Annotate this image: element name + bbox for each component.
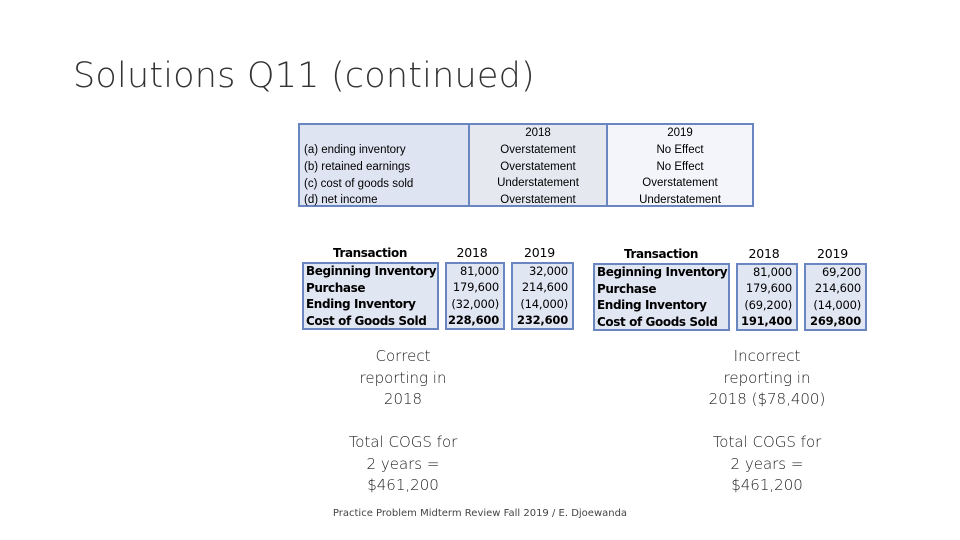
total-cell: 191,400 [741, 314, 792, 329]
effects-label: (a) ending inventory [304, 144, 406, 156]
effects-label: (c) cost of goods sold [304, 177, 414, 190]
transaction-row: Beginning Inventory [597, 265, 728, 279]
note-line: 2018 [383, 390, 423, 408]
effects-cell: No Effect [656, 143, 704, 156]
effects-labels [304, 142, 413, 209]
transaction-row: Cost of Goods Sold [306, 313, 427, 328]
incorrect-2018-col [736, 246, 792, 330]
note-line: Incorrect [733, 347, 801, 365]
value-cell: 69,200 [821, 264, 861, 279]
correct-2019-col [511, 245, 568, 329]
correct-reporting-note [333, 346, 473, 411]
value-cell: 214,600 [814, 281, 861, 296]
effects-label: (b) retained earnings [304, 160, 411, 173]
year-header: 2018 [456, 245, 488, 260]
transaction-row: Purchase [597, 281, 657, 296]
total-cell: 232,600 [517, 313, 568, 328]
value-cell: 32,000 [528, 263, 568, 278]
note-line: reporting in [723, 368, 811, 387]
slide-footer: Practice Problem Midterm Review Fall 2019 / E. Djoewanda [332, 508, 628, 519]
incorrect-2019-col [804, 246, 861, 330]
value-cell: 179,600 [745, 281, 792, 296]
total-cogs-left-note [323, 432, 483, 497]
note-line: 2 years = [730, 454, 804, 473]
transaction-row: Cost of Goods Sold [597, 314, 718, 329]
effects-cell: Overstatement [500, 143, 576, 156]
value-cell: (32,000) [451, 296, 499, 311]
incorrect-transaction-table [593, 246, 729, 262]
effects-cell: 2018 [525, 127, 551, 139]
note-line: 2018 ($78,400) [708, 390, 826, 408]
incorrect-rows [597, 264, 727, 330]
note-line: Correct [375, 347, 431, 365]
total-cogs-right-note [687, 432, 847, 497]
note-line: Total COGS for [712, 433, 822, 451]
note-line: $461,200 [367, 476, 439, 494]
year-header: 2018 [748, 246, 780, 261]
effects-cell: Overstatement [642, 177, 718, 190]
note-line: $461,200 [731, 476, 803, 494]
value-cell: 81,000 [752, 264, 792, 279]
effects-cell: Understatement [497, 177, 579, 190]
effects-col-2018 [470, 125, 606, 209]
total-cell: 228,600 [448, 313, 499, 328]
note-line: reporting in [359, 368, 447, 387]
effects-table [298, 123, 754, 207]
effects-cell: Understatement [639, 194, 721, 207]
value-cell: 214,600 [521, 280, 568, 295]
transaction-row: Ending Inventory [306, 297, 416, 312]
effects-col-2019 [606, 125, 754, 209]
value-cell: (14,000) [520, 296, 568, 311]
note-line: 2 years = [366, 454, 440, 473]
note-line: Total COGS for [348, 433, 458, 451]
value-cell: 179,600 [452, 280, 499, 295]
value-cell: (69,200) [744, 297, 792, 312]
effects-cell: 2019 [667, 127, 693, 139]
correct-2018-col [445, 245, 499, 329]
effects-cell: Overstatement [500, 160, 576, 173]
transaction-row: Purchase [306, 280, 366, 295]
value-cell: 81,000 [459, 263, 499, 278]
incorrect-reporting-note [687, 346, 847, 411]
transaction-row: Ending Inventory [597, 298, 707, 313]
transaction-row: Beginning Inventory [306, 264, 437, 278]
slide-title: Solutions Q11 (continued) [73, 56, 535, 96]
effects-cell: Overstatement [500, 194, 576, 207]
year-header: 2019 [523, 245, 555, 260]
effects-cell: No Effect [656, 160, 704, 173]
correct-rows [306, 263, 436, 329]
correct-transaction-table [302, 245, 438, 261]
value-cell: (14,000) [813, 297, 861, 312]
year-header: 2019 [816, 246, 848, 261]
total-cell: 269,800 [810, 314, 861, 329]
transaction-header: Transaction [332, 246, 408, 260]
effects-label: (d) net income [304, 194, 378, 207]
transaction-header: Transaction [623, 247, 699, 261]
